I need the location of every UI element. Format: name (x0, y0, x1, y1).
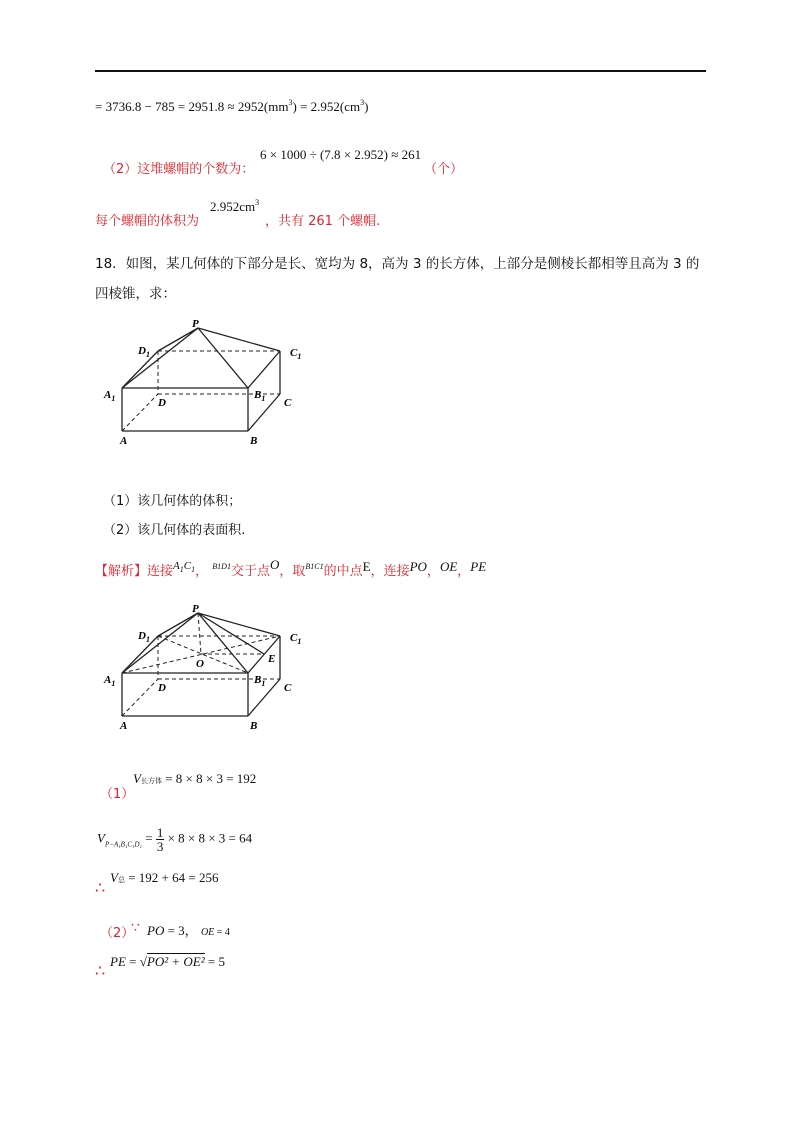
solution-1-label: （1） (100, 787, 135, 802)
volume-pyramid-eq: $V_{P-A_1B_1C_1D_1}$ = $\frac{1}{3}$ × 8 × 8 × 3 = 64 (97, 825, 253, 854)
label2-P: P (192, 603, 199, 615)
pe-eq: PE = √PO² + OE² = 5 (110, 954, 225, 969)
label2-C: C (284, 682, 292, 694)
label-D: D (158, 397, 166, 409)
problem-18-line1: 18．如图，某几何体的下部分是长、宽均为 8，高为 3 的长方体，上部分是侧棱长都相等且高为 3 的 (95, 256, 700, 272)
figure-solid-1 (100, 318, 320, 453)
question-2: （2）该几何体的表面积. (103, 523, 246, 538)
analysis-line: 【解析】连接$^{A_1C_1}$， $^{B1D1}$交于点O，取$^{B1C1}$的中点E，连接PO，OE，PE (95, 557, 487, 579)
volume-total-eq: V总 = 192 + 64 = 256 (110, 870, 219, 885)
conclusion-volume: $2.952cm^3$ (210, 198, 260, 214)
label-C: C (284, 397, 292, 409)
label2-D: D (158, 682, 166, 694)
label2-D1: $D_1$ (138, 630, 150, 644)
label-A1: $A_1$ (104, 389, 116, 403)
therefore-1: ∴ (95, 878, 106, 897)
part2-formula: 6 × 1000 ÷ (7.8 × 2.952) ≈ 261 (260, 147, 422, 162)
label-C1: $C_1$ (290, 347, 302, 361)
label2-B1: $B_1$ (254, 674, 266, 688)
label2-O: O (196, 658, 204, 670)
label2-C1: $C_1$ (290, 632, 302, 646)
therefore-2: ∴ (95, 961, 106, 980)
conclusion-suffix: ，共有 261 个螺帽. (265, 214, 381, 229)
problem-18-line2: 四棱锥，求： (95, 286, 176, 302)
volume-box-eq: V长方体 = 8 × 8 × 3 = 192 (133, 771, 257, 786)
solution-2-label: （2） (100, 926, 135, 941)
po-oe-eq: PO = 3， OE = 4 (147, 923, 230, 938)
header-rule (95, 70, 706, 72)
label2-B: B (250, 720, 258, 732)
label-A: A (120, 435, 128, 447)
label2-A: A (120, 720, 128, 732)
part2-unit: （个） (424, 162, 464, 177)
label-D1: $D_1$ (138, 345, 150, 359)
volume-result-line: = $3736.8 - 785 = 2951.8 \approx 2952(mm^3) = 2.952(cm^3)$ (95, 98, 369, 114)
label-P: P (192, 318, 199, 330)
label2-A1: $A_1$ (104, 674, 116, 688)
part2-label: （2）这堆螺帽的个数为： (103, 162, 255, 177)
because-symbol: ∵ (131, 920, 140, 936)
label-B1: $B_1$ (254, 389, 266, 403)
question-1: （1）该几何体的体积； (103, 494, 242, 509)
label-B: B (250, 435, 258, 447)
figure-solid-2 (100, 603, 320, 738)
conclusion-prefix: 每个螺帽的体积为 (95, 214, 200, 229)
label2-E: E (268, 653, 276, 665)
